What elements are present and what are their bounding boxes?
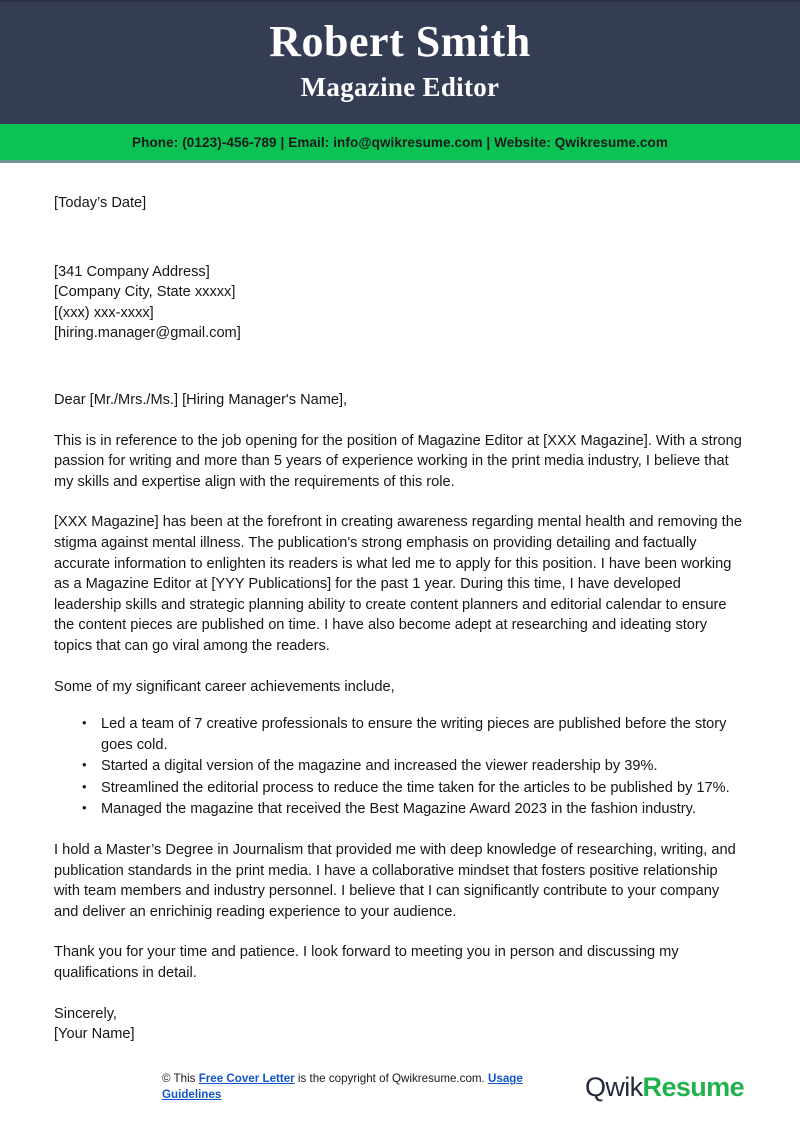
candidate-job-title: Magazine Editor (300, 72, 500, 102)
body-paragraph-4: Thank you for your time and patience. I look forward to meeting you in person and discussing my qualifications in detail. (54, 944, 679, 982)
achievements-list (54, 714, 744, 820)
document-footer (0, 1071, 800, 1103)
list-item: • Led a team of 7 creative professionals to ensure the writing pieces are published before the story goes cold. (54, 714, 744, 755)
body-paragraph-1: This is in reference to the job opening for the position of Magazine Editor at [XXX Magazine]. With a strong passion for writing and more than 5 years of experience working in the print media industry, I believe that my skills and expertise align with the requirements of this role. (54, 432, 742, 490)
logo-text-qwik: Qwik (584, 1072, 643, 1102)
footer-copyright (162, 1071, 585, 1103)
qwikresume-logo[interactable] (585, 1072, 744, 1102)
recipient-phone: [(xxx) xxx-xxxx] (54, 304, 154, 321)
recipient-address-block (54, 262, 744, 344)
footer-copyright-prefix: © This (162, 1072, 199, 1085)
list-item: • Started a digital version of the magazine and increased the viewer readership by 39%. (54, 756, 744, 777)
recipient-city-state-zip: [Company City, State xxxxx] (54, 284, 236, 301)
body-paragraph-3: I hold a Master’s Degree in Journalism that provided me with deep knowledge of researching, writing, and publication standards in the print media. I have a collaborative mindset that fosters positive relationship with team members and industry personnel. I believe that I can significantly contribute to your company and deliver an enrichinig reading experience to your audience. (54, 842, 736, 920)
closing-salutation: Sincerely, (54, 1005, 117, 1022)
achievements-intro: Some of my significant career achievements include, (54, 678, 395, 695)
salutation: Dear [Mr./Mrs./Ms.] [Hiring Manager's Name], (54, 391, 348, 408)
logo-text-resume: Resume (642, 1072, 744, 1102)
free-cover-letter-link[interactable]: Free Cover Letter (198, 1072, 295, 1085)
footer-copyright-middle: is the copyright of Qwikresume.com. (294, 1072, 488, 1085)
body-paragraph-2: [XXX Magazine] has been at the forefront in creating awareness regarding mental health and removing the stigma against mental illness. The publication's strong emphasis on providing detailing and factually accurate information to enlighten its readers is what led me to apply for this position. I have been working as a Magazine Editor at [YYY Publications] for the past 1 year. During this time, I have developed leadership skills and strategic planning ability to create content planners and editorial calendar to ensure the content pieces are published on time. I have also become adept at researching and ideating story topics that can go viral among the readers. (54, 514, 742, 654)
recipient-email: [hiring.manager@gmail.com] (54, 325, 241, 342)
list-item: • Managed the magazine that received the Best Magazine Award 2023 in the fashion industry. (54, 799, 744, 820)
signature-placeholder: [Your Name] (54, 1026, 135, 1043)
contact-info-line: Phone: (0123)-456-789 | Email: info@qwikresume.com | Website: Qwikresume.com (132, 134, 668, 150)
usage-guidelines-link[interactable]: Usage Guidelines (162, 1072, 523, 1101)
document-header (0, 0, 800, 124)
letter-body (0, 193, 800, 1045)
list-item: • Streamlined the editorial process to reduce the time taken for the articles to be published by 17%. (54, 778, 744, 799)
recipient-address-line: [341 Company Address] (54, 263, 210, 280)
date-placeholder: [Today’s Date] (54, 195, 147, 211)
contact-bar (0, 124, 800, 163)
candidate-name: Robert Smith (269, 17, 531, 66)
